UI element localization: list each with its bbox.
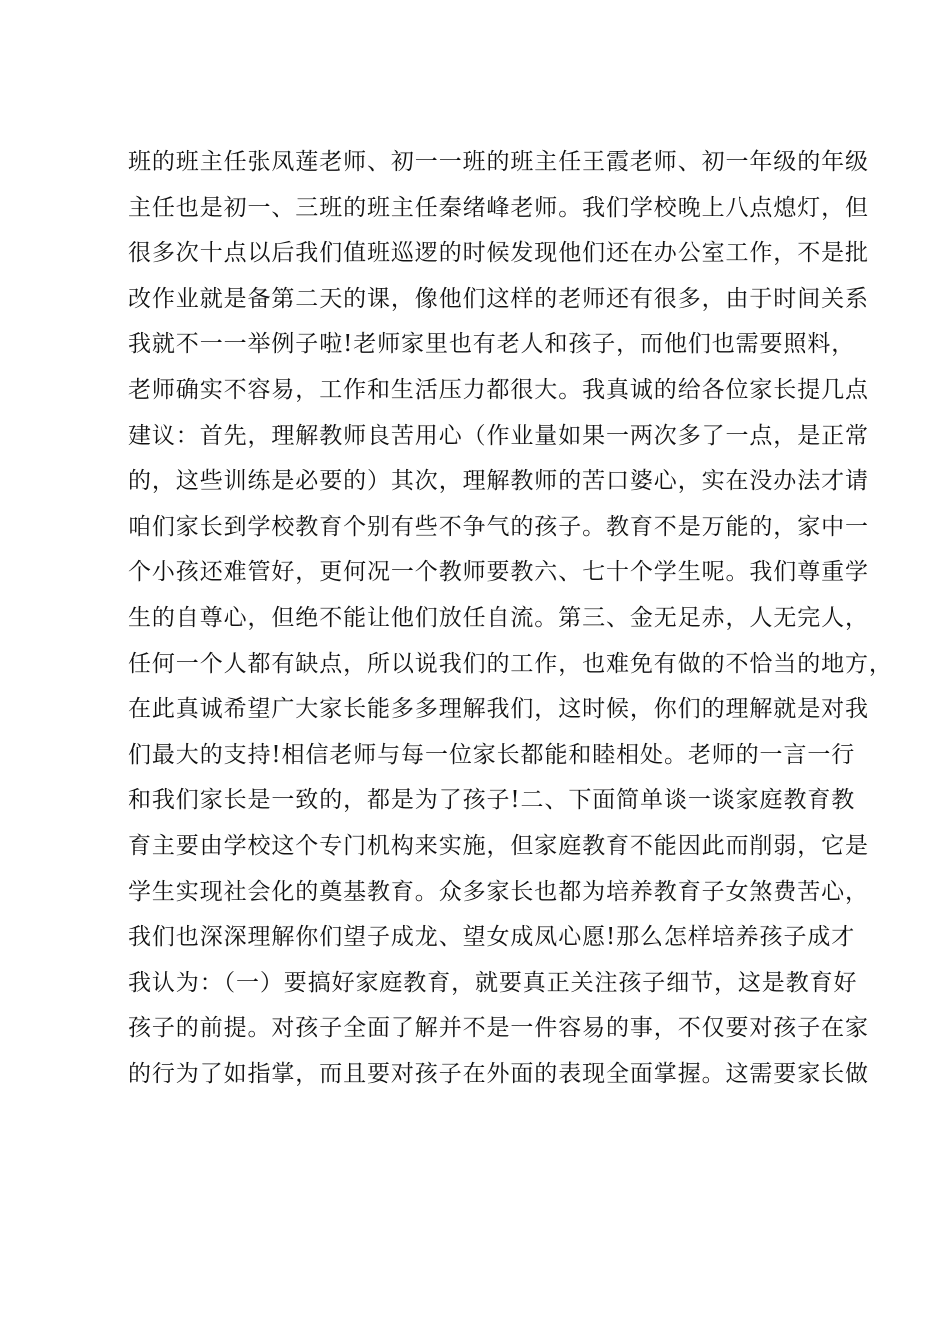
text-line: 主任也是初一、三班的班主任秦绪峰老师。我们学校晚上八点熄灯，但: [128, 194, 869, 221]
text-line: 老师确实不容易，工作和生活压力都很大。我真诚的给各位家长提几点: [128, 376, 869, 403]
text-line: 个小孩还难管好，更何况一个教师要教六、七十个学生呢。我们尊重学: [128, 559, 869, 586]
text-line: 们最大的支持!相信老师与每一位家长都能和睦相处。老师的一言一行: [128, 741, 856, 768]
text-line: 很多次十点以后我们值班巡逻的时候发现他们还在办公室工作，不是批: [128, 240, 869, 267]
text-line: 和我们家长是一致的，都是为了孩子!二、下面简单谈一谈家庭教育教: [128, 787, 856, 814]
text-line: 我就不一一举例子啦!老师家里也有老人和孩子，而他们也需要照料，: [128, 331, 856, 358]
text-line: 的行为了如指掌，而且要对孩子在外面的表现全面掌握。这需要家长做: [128, 1060, 869, 1087]
text-line: 的，这些训练是必要的）其次，理解教师的苦口婆心，实在没办法才请: [128, 468, 869, 495]
text-line: 我们也深深理解你们望子成龙、望女成凤心愿!那么怎样培养孩子成才: [128, 924, 856, 951]
text-line: 班的班主任张凤莲老师、初一一班的班主任王霞老师、初一年级的年级: [128, 149, 869, 175]
text-line: 改作业就是备第二天的课，像他们这样的老师还有很多，由于时间关系: [128, 285, 869, 312]
text-line: 咱们家长到学校教育个别有些不争气的孩子。教育不是万能的，家中一: [128, 513, 869, 540]
text-line: 生的自尊心，但绝不能让他们放任自流。第三、金无足赤，人无完人，: [128, 604, 869, 631]
text-line: 学生实现社会化的奠基教育。众多家长也都为培养教育子女煞费苦心，: [128, 878, 869, 905]
text-line: 孩子的前提。对孩子全面了解并不是一件容易的事，不仅要对孩子在家: [128, 1015, 869, 1042]
text-line: 我认为：（一）要搞好家庭教育，就要真正关注孩子细节，这是教育好: [128, 969, 858, 996]
text-line: 育主要由学校这个专门机构来实施，但家庭教育不能因此而削弱，它是: [128, 832, 869, 859]
text-line: 任何一个人都有缺点，所以说我们的工作，也难免有做的不恰当的地方，: [128, 650, 893, 677]
text-line: 在此真诚希望广大家长能多多理解我们，这时候，你们的理解就是对我: [128, 696, 869, 723]
text-line: 建议：首先，理解教师良苦用心（作业量如果一两次多了一点，是正常: [128, 422, 869, 449]
body-text: [128, 140, 893, 1097]
